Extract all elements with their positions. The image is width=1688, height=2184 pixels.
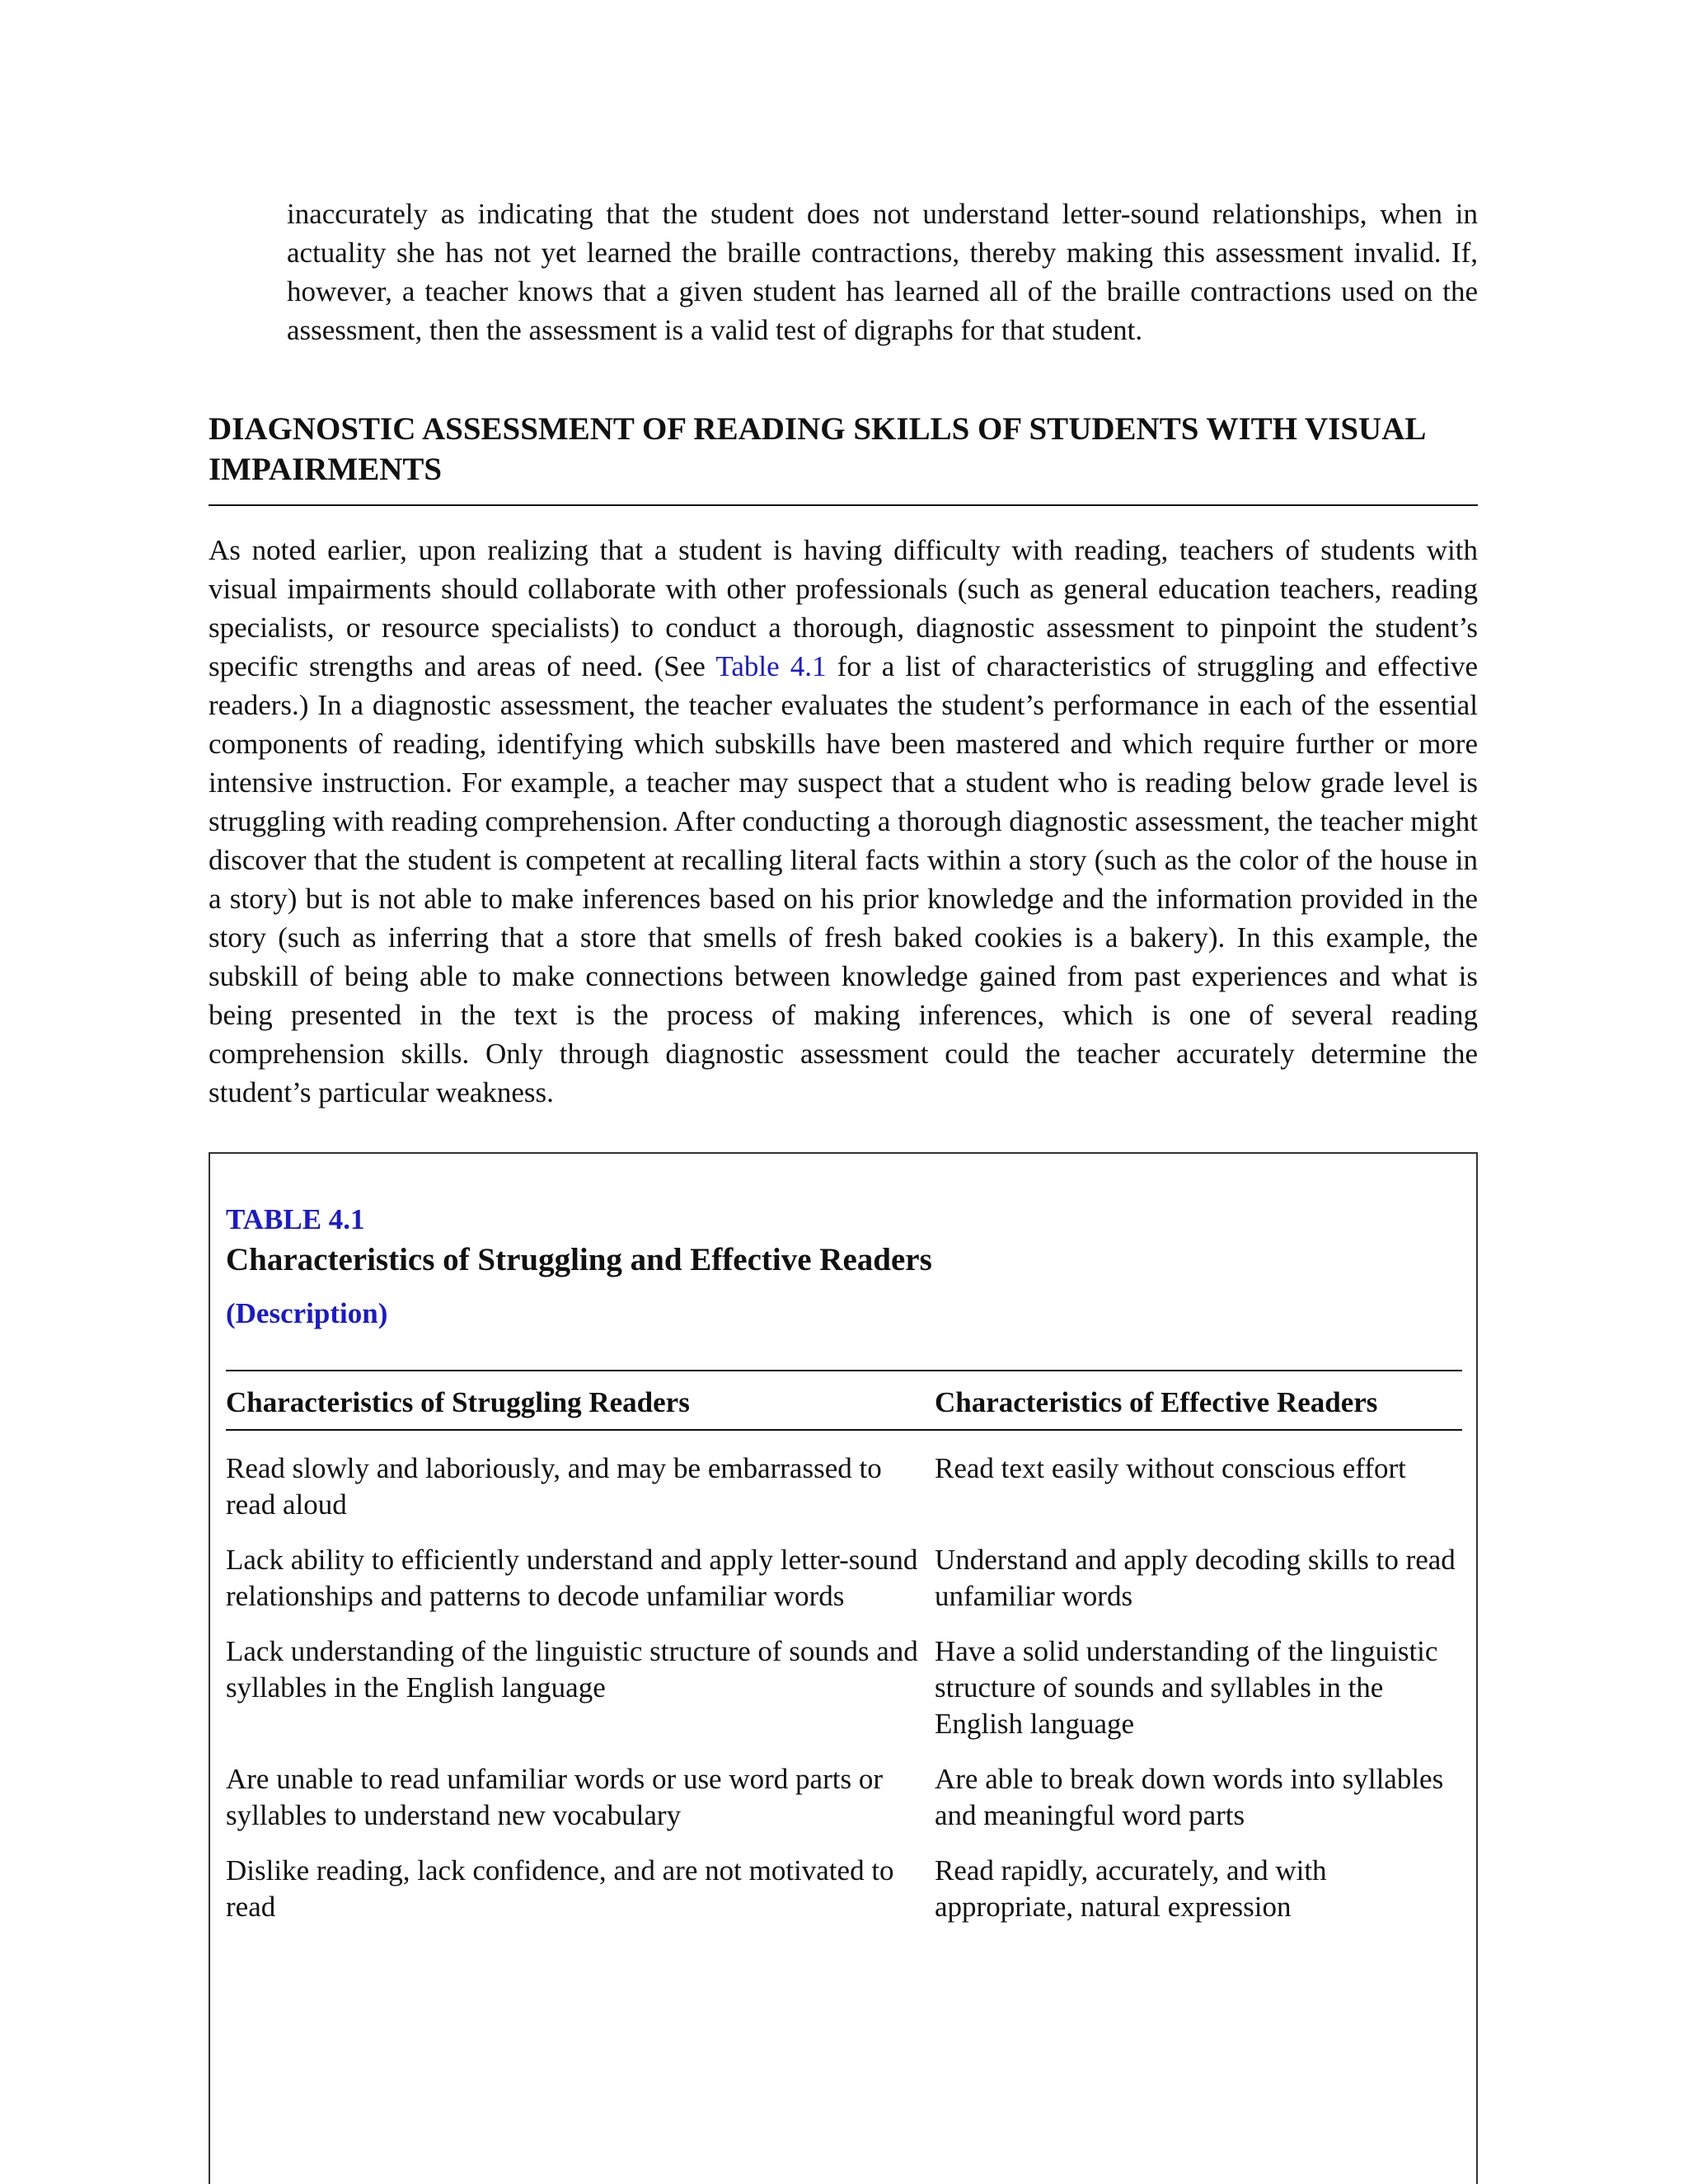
table-row xyxy=(226,1530,1462,1622)
effective-cell: Have a solid understanding of the linguistic structure of sounds and syllables in the English language xyxy=(935,1635,1438,1740)
table-row xyxy=(226,1622,1462,1750)
characteristics-table xyxy=(226,1370,1462,1933)
struggling-cell: Lack ability to efficiently understand and apply letter-sound relationships and patterns to decode unfamiliar words xyxy=(226,1544,918,1612)
continued-paragraph: inaccurately as indicating that the student does not understand letter-sound relationships, when in actuality she has not yet learned the braille contractions, thereby making this assessment invalid. If, however, a teacher knows that a given student has learned all of the braille contractions used on the assessment, then the assessment is a valid test of digraphs for that student. xyxy=(287,198,1478,346)
effective-cell: Understand and apply decoding skills to read unfamiliar words xyxy=(935,1544,1456,1612)
header-effective-readers: Characteristics of Effective Readers xyxy=(935,1371,1462,1430)
table-box xyxy=(209,1152,1478,2184)
table-4-1-link[interactable]: Table 4.1 xyxy=(715,650,827,682)
header-struggling-readers: Characteristics of Struggling Readers xyxy=(226,1371,935,1430)
table-row xyxy=(226,1841,1462,1933)
struggling-cell: Are unable to read unfamiliar words or use word parts or syllables to understand new vocabulary xyxy=(226,1763,883,1831)
page-content xyxy=(209,194,1478,1112)
paragraph-text-before-link: As noted earlier, upon realizing that a student is having difficulty with reading, teachers of students with visual impairments should collaborate with other professionals (such as general education teachers, reading specialists, or resource specialists) to conduct a thorough, diagnostic assessment to pinpoint the student’s specific strengths and areas of need. (See xyxy=(209,534,1478,682)
effective-cell: Are able to break down words into syllables and meaningful word parts xyxy=(935,1763,1444,1831)
table-description-link[interactable]: (Description) xyxy=(226,1297,388,1329)
table-row xyxy=(226,1430,1462,1530)
table-header-row xyxy=(226,1371,1462,1430)
section-heading: DIAGNOSTIC ASSESSMENT OF READING SKILLS OF STUDENTS WITH VISUAL IMPAIRMENTS xyxy=(209,409,1478,506)
table-title: Characteristics of Struggling and Effective Readers xyxy=(226,1242,932,1277)
struggling-cell: Dislike reading, lack confidence, and are not motivated to read xyxy=(226,1854,894,1923)
section-paragraph xyxy=(209,531,1478,1112)
table-row xyxy=(226,1750,1462,1841)
table-label: TABLE 4.1 xyxy=(226,1203,365,1235)
effective-cell: Read rapidly, accurately, and with appropriate, natural expression xyxy=(935,1854,1327,1923)
struggling-cell: Lack understanding of the linguistic structure of sounds and syllables in the English language xyxy=(226,1635,918,1704)
struggling-cell: Read slowly and laboriously, and may be embarrassed to read aloud xyxy=(226,1452,882,1521)
effective-cell: Read text easily without conscious effort xyxy=(935,1452,1406,1484)
table-inner xyxy=(226,1202,1462,1933)
paragraph-text-after-link: for a list of characteristics of struggling and effective readers.) In a diagnostic assessment, the teacher evaluates the student’s performance in each of the essential components of reading, identifying which subskills have been mastered and which require further or more intensive instruction. For example, a teacher may suspect that a student who is reading below grade level is struggling with reading comprehension. After conducting a thorough diagnostic assessment, the teacher might discover that the student is competent at recalling literal facts within a story (such as the color of the house in a story) but is not able to make inferences based on his prior knowledge and the information provided in the story (such as inferring that a store that smells of fresh baked cookies is a bakery). In this example, the subskill of being able to make connections between knowledge gained from past experiences and what is being presented in the text is the process of making inferences, which is one of several reading comprehension skills. Only through diagnostic assessment could the teacher accurately determine the student’s particular weakness. xyxy=(209,650,1478,1108)
